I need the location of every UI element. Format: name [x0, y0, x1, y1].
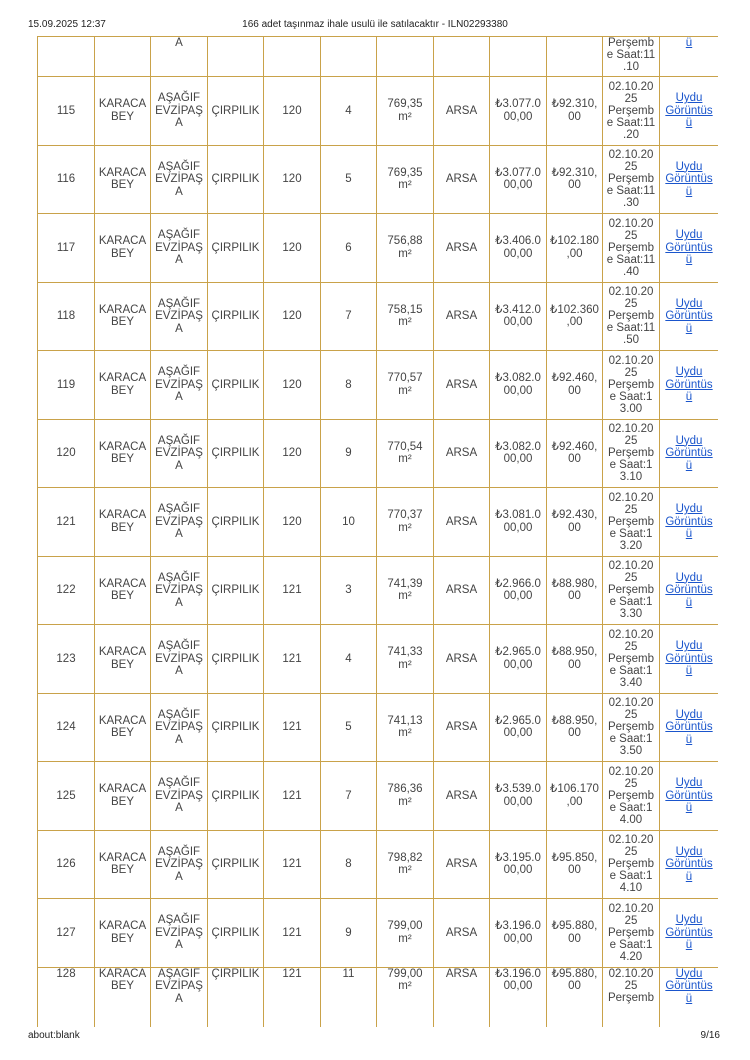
cell-link: [660, 351, 719, 420]
cell-ilce: KARACA BEY: [95, 77, 151, 146]
cell-teminat: ₺88.980, 00: [547, 556, 603, 625]
cell-parsel: 3: [321, 556, 377, 625]
cell-ada: 121: [264, 625, 321, 694]
cell-ada: 120: [264, 214, 321, 283]
footer-url: about:blank: [28, 1030, 80, 1041]
cell-teminat: ₺102.360 ,00: [547, 282, 603, 351]
cell-mevki: ÇIRPILIK: [208, 282, 264, 351]
cell-bedel: ₺3.539.0 00,00: [490, 762, 547, 831]
cell-parsel: 7: [321, 282, 377, 351]
listing-table-body: [38, 37, 719, 1028]
cell-tarih: 02.10.20 25 Perşemb e Saat:1 3.30: [603, 556, 660, 625]
cell-mahalle: AŞAĞIF EVZİPAŞ A: [151, 556, 208, 625]
cell-mevki: ÇIRPILIK: [208, 145, 264, 214]
print-timestamp: 15.09.2025 12:37: [28, 19, 106, 30]
cell-link: [660, 77, 719, 146]
cell-teminat: ₺92.430, 00: [547, 488, 603, 557]
cell-parsel: 7: [321, 762, 377, 831]
cell-bedel: ₺3.196.0 00,00: [490, 967, 547, 1027]
cell-bedel: ₺3.195.0 00,00: [490, 830, 547, 899]
cell-ilce: KARACA BEY: [95, 693, 151, 762]
cell-no: 117: [38, 214, 95, 283]
cell-no: 123: [38, 625, 95, 694]
cell-teminat: ₺92.310, 00: [547, 145, 603, 214]
satellite-view-link[interactable]: Uydu Görüntüs ü: [665, 160, 713, 198]
cell-ilce: [95, 37, 151, 77]
cell-link: [660, 967, 719, 1027]
cell-link: [660, 556, 719, 625]
cell-tarih: 02.10.20 25 Perşemb e Saat:1 4.10: [603, 830, 660, 899]
cell-parsel: 5: [321, 145, 377, 214]
cell-parsel: 6: [321, 214, 377, 283]
cell-bedel: ₺3.082.0 00,00: [490, 351, 547, 420]
cell-ada: 120: [264, 351, 321, 420]
cell-ada: 121: [264, 899, 321, 968]
table-row: [38, 351, 719, 420]
cell-teminat: ₺95.880, 00: [547, 967, 603, 1027]
cell-mevki: ÇIRPILIK: [208, 556, 264, 625]
cell-ilce: KARACA BEY: [95, 351, 151, 420]
cell-ilce: KARACA BEY: [95, 967, 151, 1027]
cell-ada: 120: [264, 282, 321, 351]
cell-teminat: ₺88.950, 00: [547, 693, 603, 762]
cell-mevki: [208, 37, 264, 77]
cell-parsel: [321, 37, 377, 77]
cell-no: 124: [38, 693, 95, 762]
cell-parsel: 5: [321, 693, 377, 762]
cell-teminat: ₺95.880, 00: [547, 899, 603, 968]
cell-bedel: ₺2.965.0 00,00: [490, 625, 547, 694]
cell-tarih: 02.10.20 25 Perşemb e Saat:1 4.00: [603, 762, 660, 831]
page-number: 9/16: [700, 1030, 720, 1041]
cell-alan: 770,54 m²: [377, 419, 434, 488]
satellite-view-link[interactable]: Uydu Görüntüs ü: [665, 571, 713, 609]
listing-table-wrapper: [37, 36, 718, 1027]
cell-ilce: KARACA BEY: [95, 830, 151, 899]
cell-tarih: 02.10.20 25 Perşemb e Saat:1 3.40: [603, 625, 660, 694]
cell-no: 121: [38, 488, 95, 557]
cell-teminat: ₺92.310, 00: [547, 77, 603, 146]
cell-mevki: ÇIRPILIK: [208, 77, 264, 146]
cell-mahalle: AŞAĞIF EVZİPAŞ A: [151, 967, 208, 1027]
satellite-view-link[interactable]: Uydu Görüntüs ü: [665, 92, 713, 129]
satellite-view-link[interactable]: Uydu Görüntüs ü: [665, 640, 713, 677]
cell-mahalle: AŞAĞIF EVZİPAŞ A: [151, 762, 208, 831]
cell-ilce: KARACA BEY: [95, 419, 151, 488]
cell-mahalle: AŞAĞIF EVZİPAŞ A: [151, 214, 208, 283]
cell-link: [660, 37, 719, 77]
table-row: [38, 145, 719, 214]
cell-link: [660, 282, 719, 351]
cell-tarih: 02.10.20 25 Perşemb e Saat:1 3.00: [603, 351, 660, 420]
cell-mevki: ÇIRPILIK: [208, 625, 264, 694]
cell-mevki: ÇIRPILIK: [208, 214, 264, 283]
cell-mahalle: AŞAĞIF EVZİPAŞ A: [151, 145, 208, 214]
cell-mahalle: AŞAĞIF EVZİPAŞ A: [151, 419, 208, 488]
cell-nitelik: ARSA: [434, 77, 490, 146]
cell-link: [660, 419, 719, 488]
cell-bedel: ₺3.412.0 00,00: [490, 282, 547, 351]
cell-link: [660, 693, 719, 762]
satellite-view-link[interactable]: Uydu Görüntüs ü: [665, 297, 713, 335]
cell-alan: 769,35 m²: [377, 77, 434, 146]
cell-ada: 120: [264, 488, 321, 557]
cell-teminat: [547, 37, 603, 77]
table-row: [38, 899, 719, 968]
cell-alan: 770,57 m²: [377, 351, 434, 420]
cell-no: [38, 37, 95, 77]
cell-parsel: 11: [321, 967, 377, 1027]
cell-nitelik: ARSA: [434, 419, 490, 488]
cell-nitelik: ARSA: [434, 488, 490, 557]
cell-no: 126: [38, 830, 95, 899]
cell-ilce: KARACA BEY: [95, 282, 151, 351]
cell-parsel: 10: [321, 488, 377, 557]
cell-teminat: ₺92.460, 00: [547, 351, 603, 420]
cell-nitelik: ARSA: [434, 556, 490, 625]
satellite-view-link[interactable]: Uydu Görüntüs ü: [665, 708, 713, 746]
cell-ilce: KARACA BEY: [95, 556, 151, 625]
cell-mevki: ÇIRPILIK: [208, 693, 264, 762]
cell-mevki: ÇIRPILIK: [208, 488, 264, 557]
cell-no: 118: [38, 282, 95, 351]
cell-parsel: 9: [321, 419, 377, 488]
cell-ilce: KARACA BEY: [95, 762, 151, 831]
cell-bedel: ₺3.196.0 00,00: [490, 899, 547, 968]
cell-tarih: 02.10.20 25 Perşemb e Saat:11 .20: [603, 77, 660, 146]
cell-parsel: 4: [321, 625, 377, 694]
cell-nitelik: ARSA: [434, 762, 490, 831]
cell-no: 128: [38, 967, 95, 1027]
cell-mevki: ÇIRPILIK: [208, 967, 264, 1027]
cell-ada: 120: [264, 77, 321, 146]
cell-parsel: 4: [321, 77, 377, 146]
cell-bedel: ₺3.081.0 00,00: [490, 488, 547, 557]
cell-link: [660, 830, 719, 899]
satellite-view-link[interactable]: Uydu Görüntüs ü: [665, 229, 713, 266]
satellite-view-link[interactable]: Uydu Görüntüs ü: [665, 914, 713, 951]
cell-ada: [264, 37, 321, 77]
cell-nitelik: ARSA: [434, 145, 490, 214]
cell-bedel: ₺3.082.0 00,00: [490, 419, 547, 488]
cell-nitelik: ARSA: [434, 214, 490, 283]
cell-link: [660, 145, 719, 214]
cell-mahalle: A: [151, 37, 208, 77]
cell-nitelik: ARSA: [434, 282, 490, 351]
cell-tarih: 02.10.20 25 Perşemb: [603, 967, 660, 1027]
cell-link: [660, 762, 719, 831]
table-row: [38, 967, 719, 1027]
cell-no: 120: [38, 419, 95, 488]
cell-ada: 121: [264, 830, 321, 899]
cell-teminat: ₺106.170 ,00: [547, 762, 603, 831]
cell-teminat: ₺102.180 ,00: [547, 214, 603, 283]
cell-teminat: ₺95.850, 00: [547, 830, 603, 899]
cell-parsel: 8: [321, 830, 377, 899]
satellite-view-link[interactable]: Uydu Görüntüs ü: [665, 434, 713, 472]
cell-alan: 756,88 m²: [377, 214, 434, 283]
cell-no: 115: [38, 77, 95, 146]
cell-bedel: ₺2.966.0 00,00: [490, 556, 547, 625]
satellite-view-link[interactable]: Uydu Görüntüs ü: [665, 845, 713, 883]
cell-no: 122: [38, 556, 95, 625]
cell-ada: 121: [264, 967, 321, 1027]
cell-bedel: ₺3.077.0 00,00: [490, 145, 547, 214]
cell-ilce: KARACA BEY: [95, 145, 151, 214]
cell-mevki: ÇIRPILIK: [208, 351, 264, 420]
cell-parsel: 8: [321, 351, 377, 420]
cell-parsel: 9: [321, 899, 377, 968]
cell-no: 125: [38, 762, 95, 831]
page-title: 166 adet taşınmaz ihale usulü ile satılacaktır - ILN02293380: [242, 19, 508, 30]
cell-mahalle: AŞAĞIF EVZİPAŞ A: [151, 899, 208, 968]
cell-tarih: Perşemb e Saat:11 .10: [603, 37, 660, 77]
cell-mevki: ÇIRPILIK: [208, 419, 264, 488]
cell-alan: 741,13 m²: [377, 693, 434, 762]
cell-alan: 769,35 m²: [377, 145, 434, 214]
cell-alan: 770,37 m²: [377, 488, 434, 557]
cell-alan: 798,82 m²: [377, 830, 434, 899]
cell-mahalle: AŞAĞIF EVZİPAŞ A: [151, 282, 208, 351]
cell-nitelik: ARSA: [434, 830, 490, 899]
cell-ilce: KARACA BEY: [95, 625, 151, 694]
cell-ada: 120: [264, 145, 321, 214]
cell-teminat: ₺88.950, 00: [547, 625, 603, 694]
cell-mahalle: AŞAĞIF EVZİPAŞ A: [151, 693, 208, 762]
satellite-view-link[interactable]: Uydu Görüntüs ü: [665, 503, 713, 540]
table-row: [38, 419, 719, 488]
print-header: [0, 0, 750, 36]
cell-ada: 120: [264, 419, 321, 488]
cell-ada: 121: [264, 556, 321, 625]
print-footer: [0, 1030, 750, 1050]
cell-mevki: ÇIRPILIK: [208, 899, 264, 968]
table-row: [38, 830, 719, 899]
cell-alan: 741,33 m²: [377, 625, 434, 694]
cell-alan: 741,39 m²: [377, 556, 434, 625]
cell-nitelik: ARSA: [434, 351, 490, 420]
cell-ilce: KARACA BEY: [95, 488, 151, 557]
cell-no: 116: [38, 145, 95, 214]
cell-mahalle: AŞAĞIF EVZİPAŞ A: [151, 77, 208, 146]
cell-no: 127: [38, 899, 95, 968]
cell-bedel: ₺3.077.0 00,00: [490, 77, 547, 146]
cell-alan: 786,36 m²: [377, 762, 434, 831]
cell-mahalle: AŞAĞIF EVZİPAŞ A: [151, 488, 208, 557]
cell-mahalle: AŞAĞIF EVZİPAŞ A: [151, 830, 208, 899]
table-row: [38, 625, 719, 694]
cell-bedel: ₺2.965.0 00,00: [490, 693, 547, 762]
cell-ada: 121: [264, 693, 321, 762]
satellite-view-link[interactable]: ü: [685, 37, 693, 49]
table-row: [38, 556, 719, 625]
cell-nitelik: ARSA: [434, 693, 490, 762]
table-row: [38, 214, 719, 283]
table-row: [38, 282, 719, 351]
cell-link: [660, 625, 719, 694]
cell-tarih: 02.10.20 25 Perşemb e Saat:11 .40: [603, 214, 660, 283]
cell-tarih: 02.10.20 25 Perşemb e Saat:11 .50: [603, 282, 660, 351]
cell-nitelik: ARSA: [434, 625, 490, 694]
cell-teminat: ₺92.460, 00: [547, 419, 603, 488]
cell-link: [660, 899, 719, 968]
cell-alan: 799,00 m²: [377, 899, 434, 968]
cell-nitelik: ARSA: [434, 967, 490, 1027]
table-row: [38, 488, 719, 557]
satellite-view-link[interactable]: Uydu Görüntüs ü: [665, 366, 713, 403]
cell-alan: [377, 37, 434, 77]
cell-alan: 799,00 m²: [377, 967, 434, 1027]
cell-tarih: 02.10.20 25 Perşemb e Saat:1 3.50: [603, 693, 660, 762]
cell-mahalle: AŞAĞIF EVZİPAŞ A: [151, 625, 208, 694]
cell-ada: 121: [264, 762, 321, 831]
cell-link: [660, 488, 719, 557]
cell-bedel: ₺3.406.0 00,00: [490, 214, 547, 283]
table-row: [38, 693, 719, 762]
satellite-view-link[interactable]: Uydu Görüntüs ü: [665, 967, 713, 1005]
cell-ilce: KARACA BEY: [95, 899, 151, 968]
cell-mahalle: AŞAĞIF EVZİPAŞ A: [151, 351, 208, 420]
listing-table: [37, 36, 718, 1027]
satellite-view-link[interactable]: Uydu Görüntüs ü: [665, 777, 713, 814]
cell-mevki: ÇIRPILIK: [208, 830, 264, 899]
cell-tarih: 02.10.20 25 Perşemb e Saat:1 4.20: [603, 899, 660, 968]
cell-tarih: 02.10.20 25 Perşemb e Saat:11 .30: [603, 145, 660, 214]
cell-nitelik: ARSA: [434, 899, 490, 968]
table-row: [38, 762, 719, 831]
cell-link: [660, 214, 719, 283]
cell-alan: 758,15 m²: [377, 282, 434, 351]
cell-no: 119: [38, 351, 95, 420]
cell-tarih: 02.10.20 25 Perşemb e Saat:1 3.20: [603, 488, 660, 557]
cell-bedel: [490, 37, 547, 77]
cell-mevki: ÇIRPILIK: [208, 762, 264, 831]
cell-tarih: 02.10.20 25 Perşemb e Saat:1 3.10: [603, 419, 660, 488]
table-row: [38, 77, 719, 146]
table-row-continued: [38, 37, 719, 77]
cell-nitelik: [434, 37, 490, 77]
cell-ilce: KARACA BEY: [95, 214, 151, 283]
